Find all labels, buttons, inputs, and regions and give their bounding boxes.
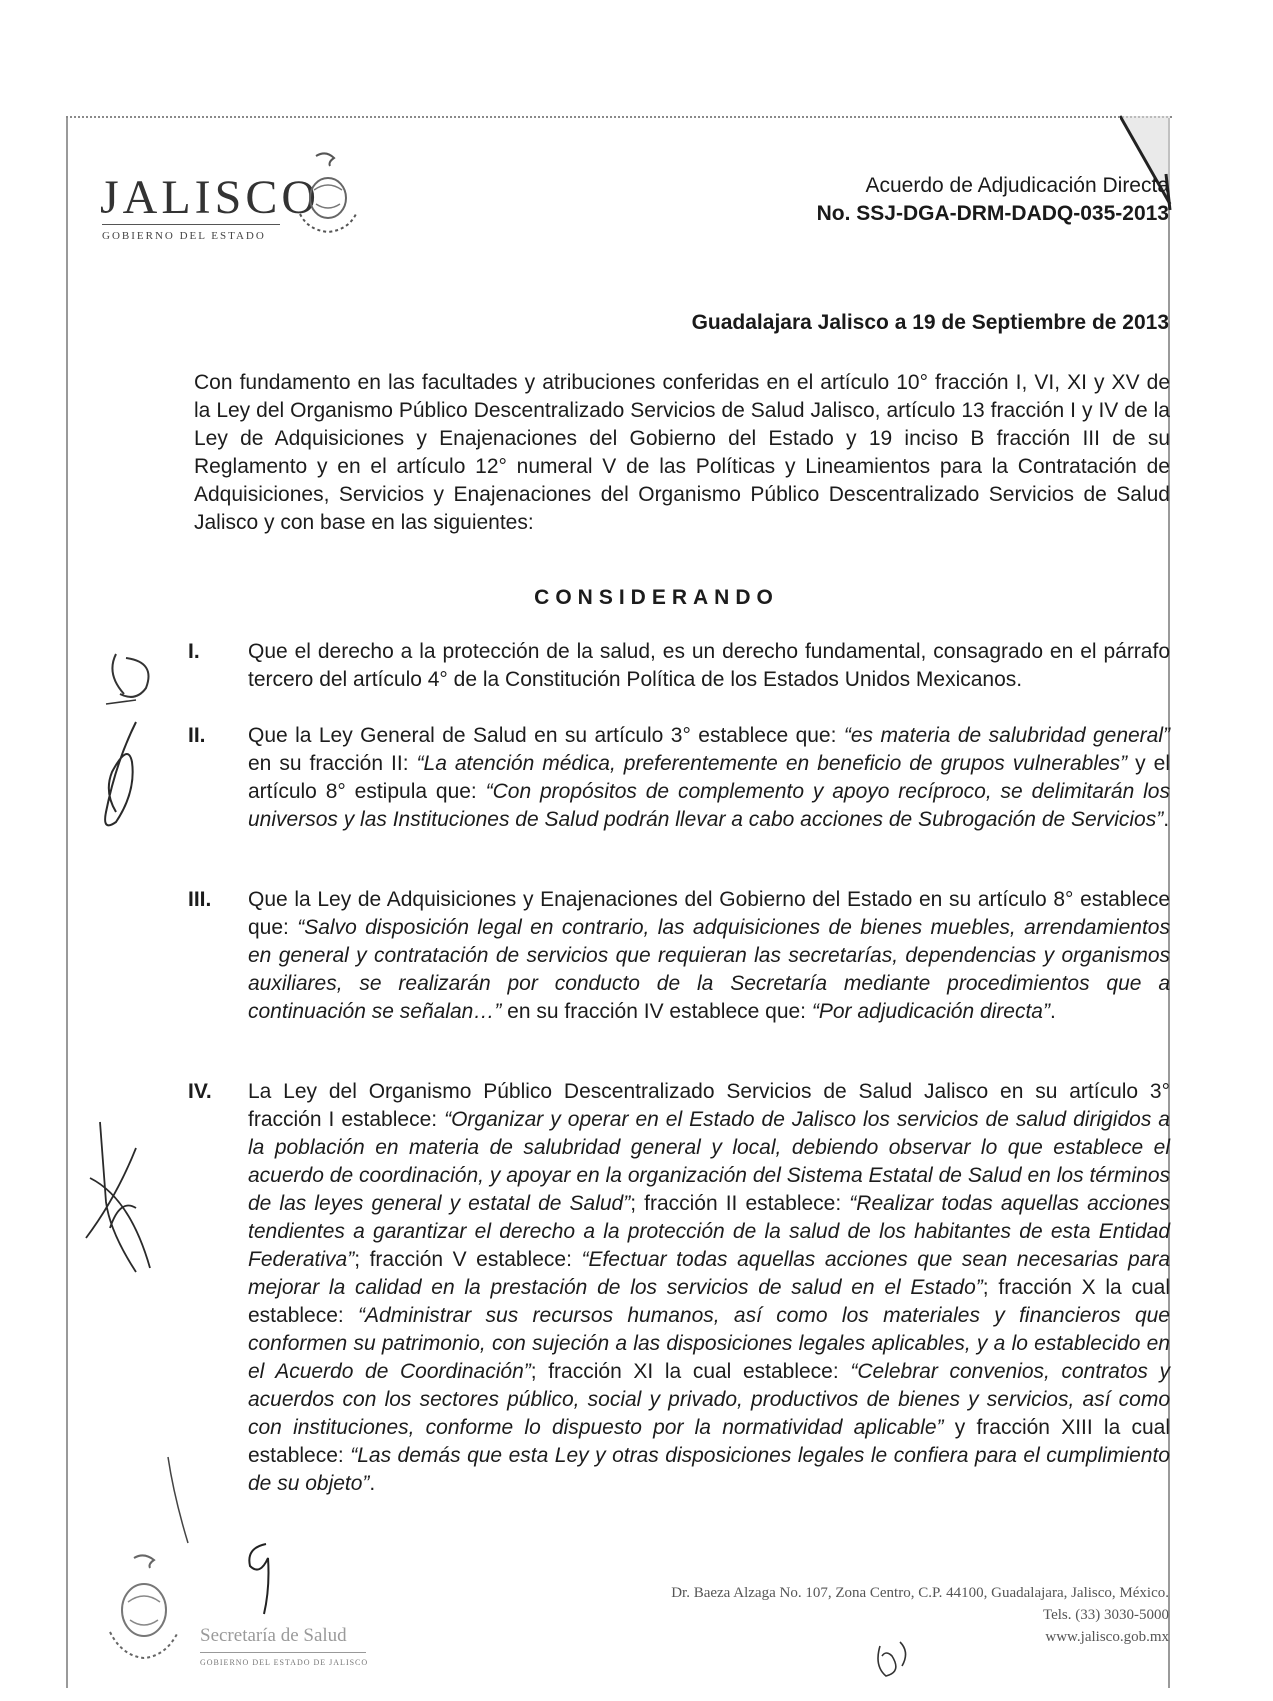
footer-logo-rule	[200, 1652, 366, 1653]
clause-number: III.	[188, 888, 212, 911]
document-title: Acuerdo de Adjudicación Directa	[865, 174, 1169, 197]
jalisco-logo	[96, 150, 376, 250]
margin-stroke	[164, 1455, 194, 1545]
intro-paragraph: Con fundamento en las facultades y atribuciones conferidas en el artículo 10° fracción I, VI, XI y XV de la Ley del Organismo Público Descentralizado Servicios de Salud Jalisco, artículo 13 fracción I y IV de la Ley de Adquisiciones y Enajenaciones del Gobierno del Estado y 19 inciso B fracción III de su Reglamento y en el artículo 12° numeral V de las Políticas y Lineamientos para la Contratación de Adquisiciones, Servicios y Enajenaciones del Organismo Público Descentralizado Servicios de Salud Jalisco y con base en las siguientes:	[194, 371, 1170, 534]
government-name: GOBIERNO DEL ESTADO DE JALISCO	[200, 1658, 369, 1667]
footer-address-line: Dr. Baeza Alzaga No. 107, Zona Centro, C.P. 44100, Guadalajara, Jalisco, México.	[671, 1585, 1169, 1601]
footer-contact	[671, 1582, 1169, 1648]
page-border-top	[66, 116, 1172, 118]
clause-number: II.	[188, 724, 206, 747]
footer-phone: Tels. (33) 3030-5000	[1042, 1607, 1169, 1623]
section-heading: CONSIDERANDO	[534, 586, 779, 609]
document-header	[817, 172, 1169, 228]
department-name: Secretaría de Salud	[200, 1625, 347, 1646]
page-border-left	[66, 118, 68, 1688]
clause-text: Que la Ley de Adquisiciones y Enajenaciones del Gobierno del Estado en su artículo 8° establece que: “Salvo disposición legal en contrario, las adquisiciones de bienes muebles, arrendamientos en general y contratación de servicios que requieran las secretarías, dependencias y organismos auxiliares, se realizarán por conducto de la Secretaría mediante procedimientos que a continuación se señalan…” en su fracción IV establece que: “Por adjudicación directa”.	[248, 888, 1170, 1023]
document-number: No. SSJ-DGA-DRM-DADQ-035-2013	[816, 202, 1169, 225]
secretaria-salud-logo	[100, 1540, 400, 1680]
clause-1	[188, 638, 1170, 694]
state-crest-icon	[292, 150, 362, 240]
clause-4	[188, 1078, 1170, 1498]
logo-wordmark: JALISCO	[100, 171, 321, 224]
clause-3	[188, 886, 1170, 1026]
clause-2	[188, 722, 1170, 834]
clause-number: I.	[188, 640, 200, 663]
clause-text: Que la Ley General de Salud en su artículo 3° establece que: “es materia de salubridad general” en su fracción II: “La atención médica, preferentemente en beneficio de grupos vulnerables” y el artículo 8° estipula que: “Con propósitos de complemento y apoyo recíproco, se delimitarán los universos y las Instituciones de Salud podrán llevar a cabo acciones de Subrogación de Servicios”.	[248, 724, 1171, 831]
margin-signature	[80, 1118, 160, 1288]
health-crest-icon	[100, 1548, 190, 1673]
logo-rule	[102, 224, 280, 225]
date-line: Guadalajara Jalisco a 19 de Septiembre de 2013	[691, 311, 1169, 334]
margin-signature	[86, 718, 156, 838]
margin-initial-signature	[96, 648, 166, 708]
clause-number: IV.	[188, 1080, 212, 1103]
footer-website: www.jalisco.gob.mx	[1045, 1629, 1169, 1645]
clause-text: Que el derecho a la protección de la salud, es un derecho fundamental, consagrado en el párrafo tercero del artículo 4° de la Constitución Política de los Estados Unidos Mexicanos.	[248, 640, 1170, 691]
clause-text: La Ley del Organismo Público Descentralizado Servicios de Salud Jalisco en su artículo 3° fracción I establece: “Organizar y operar en el Estado de Jalisco los servicios de salud dirigidos a la población en materia de salubridad general y local, debiendo observar lo que establece el acuerdo de coordinación, y apoyar en la organización del Sistema Estatal de Salud en los términos de las leyes general y estatal de Salud”; fracción II establece: “Realizar todas aquellas acciones tendientes a garantizar el derecho a la protección de la salud de los habitantes de esta Entidad Federativa”; fracción V establece: “Efectuar todas aquellas acciones que sean necesarias para mejorar la calidad en la prestación de los servicios de salud en el Estado”; fracción X la cual establece: “Administrar sus recursos humanos, así como los materiales y financieros que conformen su patrimonio, con sujeción a las disposiciones legales aplicables, y a lo establecido en el Acuerdo de Coordinación”; fracción XI la cual establece: “Celebrar convenios, contratos y acuerdos con los sectores público, social y privado, productivos de bienes y servicios, así como con instituciones, conforme lo dispuesto por la normatividad aplicable” y fracción XIII la cual establece: “Las demás que esta Ley y otras disposiciones legales le confiera para el cumplimiento de su objeto”.	[248, 1080, 1171, 1495]
logo-subtitle: GOBIERNO DEL ESTADO	[102, 230, 266, 242]
